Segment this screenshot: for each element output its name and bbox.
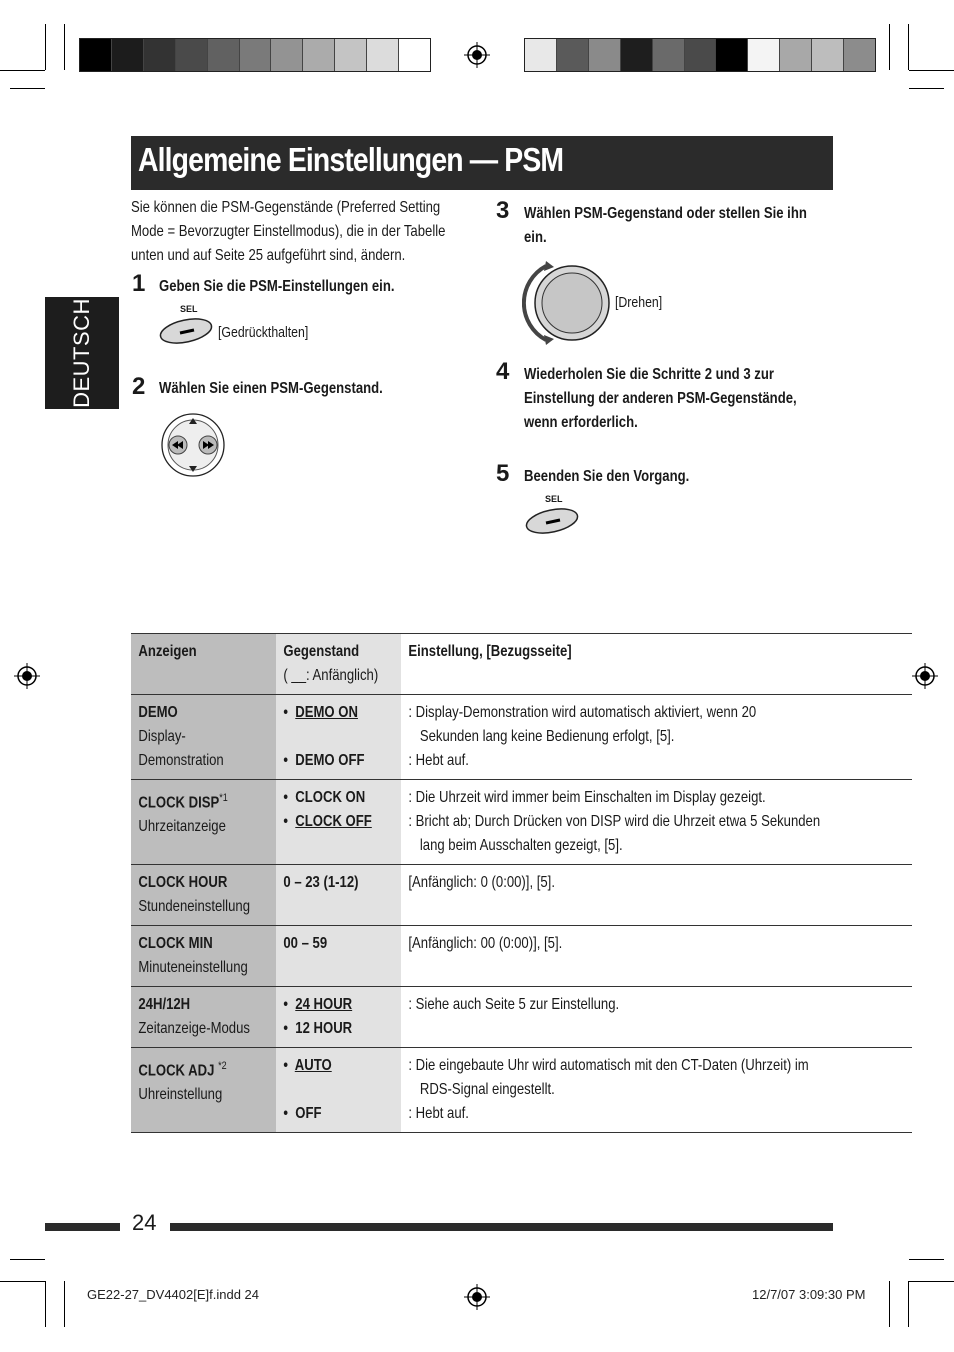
header-gegenstand-sub: ( __: Anfänglich) bbox=[283, 667, 379, 684]
row-setting: : Hebt auf. bbox=[408, 752, 469, 769]
row-item: 00 – 59 bbox=[283, 935, 328, 952]
step-text: Geben Sie die PSM-Einstellungen ein. bbox=[159, 278, 395, 295]
row-name: DEMO bbox=[138, 704, 178, 721]
table-row: CLOCK ADJ $^{*2}$ Uhreinstellung • AUTO • OFF : Die eingebaute Uhr wird automatisch mit den CT-Daten (Uhrzeit) im RDS-Signal eingestellt. : Hebt auf. bbox=[131, 1048, 912, 1133]
step-number: 2 bbox=[132, 373, 146, 400]
row-name: CLOCK MIN bbox=[138, 935, 213, 952]
step-number: 4 bbox=[496, 358, 510, 385]
crop-mark bbox=[10, 88, 45, 89]
page-title-banner bbox=[131, 136, 833, 190]
row-setting: : Display-Demonstration wird automatisch aktiviert, wenn 20 bbox=[408, 704, 756, 721]
footer-file-info: GE22-27_DV4402[E]f.indd 24 bbox=[87, 1287, 260, 1302]
row-item: 0 – 23 (1-12) bbox=[283, 874, 359, 891]
color-swatch bbox=[748, 39, 780, 71]
row-setting: : Hebt auf. bbox=[408, 1105, 469, 1122]
crop-mark bbox=[45, 1281, 46, 1327]
table-header-cell bbox=[401, 634, 912, 695]
row-setting: : Die eingebaute Uhr wird automatisch mit den CT-Daten (Uhrzeit) im bbox=[408, 1057, 809, 1074]
row-item: CLOCK ON bbox=[295, 789, 366, 806]
navigation-dial-icon bbox=[160, 412, 226, 478]
footer-timestamp: 12/7/07 3:09:30 PM bbox=[752, 1287, 866, 1302]
row-setting: : Siehe auch Seite 5 zur Einstellung. bbox=[408, 996, 619, 1013]
step-text: Beenden Sie den Vorgang. bbox=[524, 468, 690, 485]
color-swatch bbox=[525, 39, 557, 71]
row-setting: : Die Uhrzeit wird immer beim Einschalten im Display gezeigt. bbox=[408, 789, 766, 806]
sel-button-label: SEL bbox=[545, 494, 563, 504]
row-item: CLOCK OFF bbox=[295, 813, 372, 830]
crop-mark bbox=[0, 70, 45, 71]
step-text-line: Einstellung der anderen PSM-Gegenstände, bbox=[524, 390, 797, 407]
step-text-line: ein. bbox=[524, 229, 547, 246]
header-einstellung: Einstellung, [Bezugsseite] bbox=[408, 643, 572, 660]
row-setting: [Anfänglich: 0 (0:00)], [5]. bbox=[408, 874, 555, 891]
row-item: AUTO bbox=[294, 1057, 332, 1074]
row-setting: [Anfänglich: 00 (0:00)], [5]. bbox=[408, 935, 563, 952]
intro-text bbox=[131, 196, 445, 268]
color-swatch bbox=[208, 39, 240, 71]
color-swatch bbox=[780, 39, 812, 71]
color-swatch bbox=[589, 39, 621, 71]
sel-button-icon bbox=[158, 316, 214, 346]
footnote-marker: *1 bbox=[219, 792, 228, 804]
row-desc: Uhreinstellung bbox=[138, 1086, 223, 1104]
language-tab-label: DEUTSCH bbox=[69, 298, 94, 408]
color-swatch bbox=[812, 39, 844, 71]
intro-line: Mode = Bevorzugter Einstellmodus), die in der Tabelle bbox=[131, 223, 446, 240]
crop-mark bbox=[889, 1281, 890, 1327]
color-swatch bbox=[367, 39, 399, 71]
step-text bbox=[524, 202, 807, 250]
row-item: DEMO ON bbox=[295, 704, 359, 721]
footer-rule bbox=[45, 1223, 120, 1231]
crop-mark bbox=[10, 1259, 45, 1260]
page-number: 24 bbox=[132, 1210, 157, 1235]
color-swatch bbox=[621, 39, 653, 71]
color-calibration-bar-right bbox=[524, 38, 876, 72]
color-swatch bbox=[653, 39, 685, 71]
table-row bbox=[131, 926, 912, 987]
step-number: 3 bbox=[496, 197, 510, 224]
color-swatch bbox=[557, 39, 589, 71]
crop-mark bbox=[64, 1281, 65, 1327]
table-row: DEMO Display- Demonstration • DEMO ON • DEMO OFF : Display-Demonstration wird automatisch aktiviert, wenn 20 Sekunden lang keine Bedienung erfolgt, [5]. : Hebt auf. bbox=[131, 695, 912, 780]
row-desc: Minuteneinstellung bbox=[138, 959, 248, 976]
step-text: Wählen Sie einen PSM-Gegenstand. bbox=[159, 380, 383, 397]
row-setting: Sekunden lang keine Bedienung erfolgt, [5]. bbox=[419, 728, 675, 745]
row-item: DEMO OFF bbox=[295, 752, 365, 769]
color-swatch bbox=[844, 39, 875, 71]
table-header-cell bbox=[276, 634, 401, 695]
color-swatch bbox=[399, 39, 430, 71]
step-number: 1 bbox=[132, 270, 146, 297]
registration-mark-icon bbox=[464, 1284, 490, 1310]
color-calibration-bar-left bbox=[79, 38, 431, 72]
step-caption: [Drehen] bbox=[615, 294, 663, 311]
color-swatch bbox=[144, 39, 176, 71]
footnote-marker: *2 bbox=[218, 1060, 227, 1072]
color-swatch bbox=[303, 39, 335, 71]
crop-mark bbox=[889, 24, 890, 70]
color-swatch bbox=[112, 39, 144, 71]
crop-mark bbox=[909, 1259, 944, 1260]
color-swatch bbox=[240, 39, 272, 71]
row-name: CLOCK ADJ bbox=[138, 1062, 215, 1080]
step-caption: [Gedrückthalten] bbox=[218, 324, 309, 341]
intro-line: unten und auf Seite 25 aufgeführt sind, ändern. bbox=[131, 247, 406, 264]
header-anzeigen: Anzeigen bbox=[138, 643, 197, 660]
color-swatch bbox=[80, 39, 112, 71]
color-swatch bbox=[716, 39, 748, 71]
sel-button-icon bbox=[524, 506, 580, 536]
intro-line: Sie können die PSM-Gegenstände (Preferred Setting bbox=[131, 199, 441, 216]
row-desc: Demonstration bbox=[138, 752, 224, 769]
row-desc: Uhrzeitanzeige bbox=[138, 818, 226, 836]
registration-mark-icon bbox=[14, 663, 40, 689]
row-name: CLOCK DISP bbox=[138, 794, 220, 812]
color-swatch bbox=[176, 39, 208, 71]
step-text-line: Wählen PSM-Gegenstand oder stellen Sie ihn bbox=[524, 205, 807, 222]
row-desc: Stundeneinstellung bbox=[138, 898, 250, 915]
step-number: 5 bbox=[496, 460, 510, 487]
table-header-row bbox=[131, 634, 912, 695]
table-row bbox=[131, 865, 912, 926]
crop-mark bbox=[45, 24, 46, 70]
row-desc: Zeitanzeige-Modus bbox=[138, 1020, 250, 1037]
registration-mark-icon bbox=[912, 663, 938, 689]
step-text-line: Wiederholen Sie die Schritte 2 und 3 zur bbox=[524, 366, 774, 383]
table-header-cell bbox=[131, 634, 276, 695]
crop-mark bbox=[0, 1281, 45, 1282]
row-name: CLOCK HOUR bbox=[138, 874, 228, 891]
rotary-knob-icon bbox=[522, 258, 614, 348]
color-swatch bbox=[335, 39, 367, 71]
header-gegenstand: Gegenstand bbox=[283, 643, 360, 660]
row-item: 24 HOUR bbox=[295, 996, 353, 1013]
table-row: 24H/12H Zeitanzeige-Modus • 24 HOUR • 12 HOUR : Siehe auch Seite 5 zur Einstellung. bbox=[131, 987, 912, 1048]
footer-rule bbox=[170, 1223, 833, 1231]
crop-mark bbox=[64, 24, 65, 70]
row-desc: Display- bbox=[138, 728, 186, 745]
sel-button-label: SEL bbox=[180, 304, 198, 314]
psm-settings-table bbox=[131, 633, 912, 1133]
color-swatch bbox=[685, 39, 717, 71]
crop-mark bbox=[908, 24, 909, 70]
step-text bbox=[524, 363, 797, 435]
registration-mark-icon bbox=[464, 42, 490, 68]
row-setting: : Bricht ab; Durch Drücken von DISP wird die Uhrzeit etwa 5 Sekunden bbox=[408, 813, 820, 830]
crop-mark bbox=[909, 1281, 954, 1282]
page-title: Allgemeine Einstellungen — PSM bbox=[138, 141, 564, 178]
row-setting: RDS-Signal eingestellt. bbox=[419, 1081, 555, 1098]
crop-mark bbox=[909, 70, 954, 71]
crop-mark bbox=[908, 1281, 909, 1327]
crop-mark bbox=[909, 88, 944, 89]
table-row: CLOCK DISP$^{*1}$ Uhrzeitanzeige • CLOCK ON • CLOCK OFF : Die Uhrzeit wird immer beim Einschalten im Display gezeigt. : Bricht ab; Durch Drücken von DISP wird die Uhrzeit etwa 5 Sekunden lang beim Ausschalten gezeigt, [5]. bbox=[131, 780, 912, 865]
row-setting: lang beim Ausschalten gezeigt, [5]. bbox=[419, 837, 623, 854]
row-item: OFF bbox=[295, 1105, 322, 1122]
row-name: 24H/12H bbox=[138, 996, 191, 1013]
color-swatch bbox=[271, 39, 303, 71]
row-item: 12 HOUR bbox=[295, 1020, 353, 1037]
language-tab bbox=[45, 297, 119, 409]
step-text-line: wenn erforderlich. bbox=[524, 414, 638, 431]
